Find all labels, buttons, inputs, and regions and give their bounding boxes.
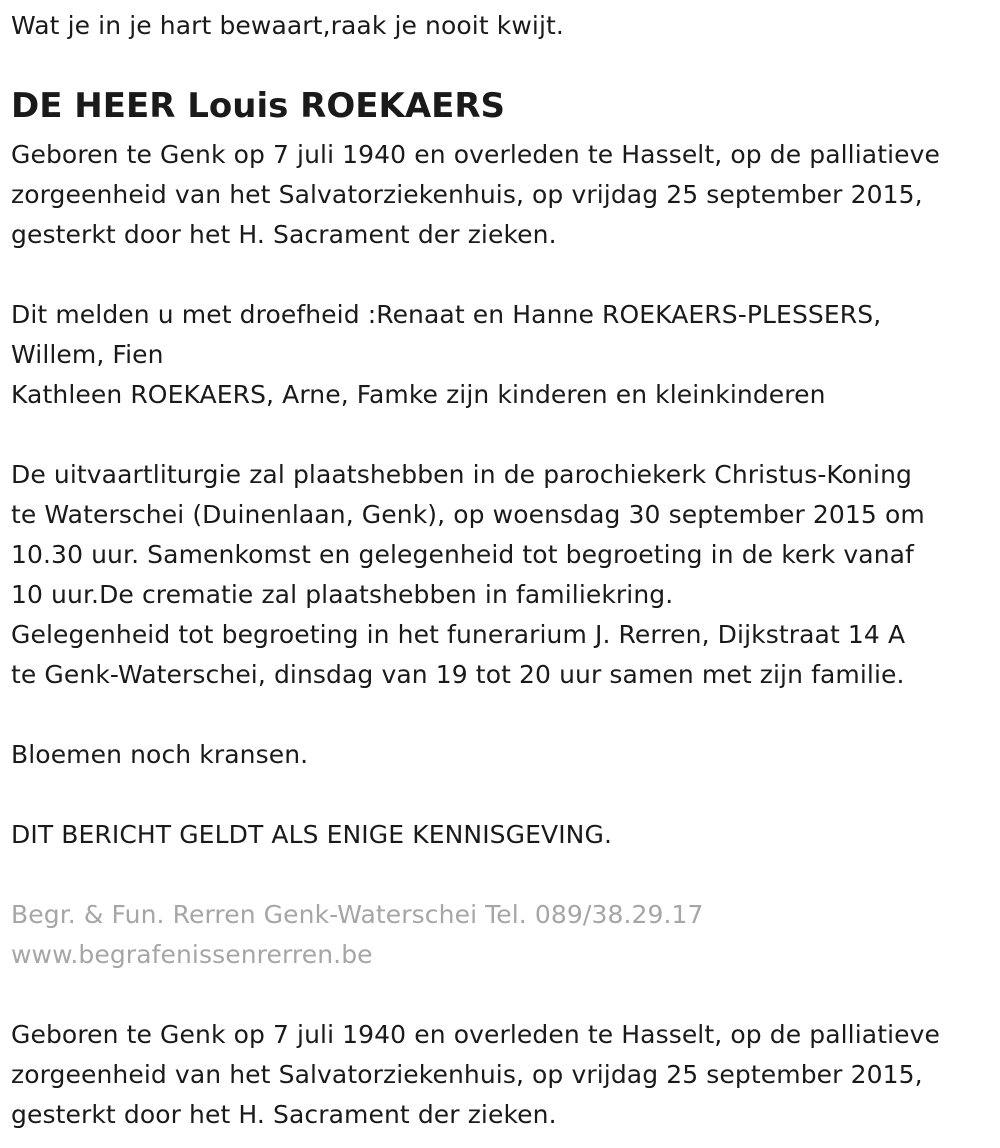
funeral-line: te Genk-Waterschei, dinsdag van 19 tot 20 uur samen met zijn familie. [11,660,905,689]
notice-note: DIT BERICHT GELDT ALS ENIGE KENNISGEVING. [11,820,612,849]
birth-line: Geboren te Genk op 7 juli 1940 en overleden te Hasselt, op de palliatieve [11,140,941,169]
family-line: Kathleen ROEKAERS, Arne, Famke zijn kinderen en kleinkinderen [11,380,826,409]
family-line: Willem, Fien [11,340,164,369]
family-line: Dit melden u met droefheid :Renaat en Hanne ROEKAERS-PLESSERS, [11,300,882,329]
undertaker-website: www.begrafenissenrerren.be [11,940,373,969]
funeral-line: 10 uur.De crematie zal plaatshebben in familiekring. [11,580,674,609]
repeat-line: Geboren te Genk op 7 juli 1940 en overleden te Hasselt, op de palliatieve [11,1020,941,1049]
repeat-line: zorgeenheid van het Salvatorziekenhuis, op vrijdag 25 september 2015, [11,1060,923,1089]
birth-line: gesterkt door het H. Sacrament der zieken. [11,220,557,249]
funeral-line: 10.30 uur. Samenkomst en gelegenheid tot begroeting in de kerk vanaf [11,540,914,569]
flowers-note: Bloemen noch kransen. [11,740,309,769]
funeral-line: Gelegenheid tot begroeting in het funerarium J. Rerren, Dijkstraat 14 A [11,620,906,649]
motto: Wat je in je hart bewaart,raak je nooit kwijt. [11,11,564,40]
birth-line: zorgeenheid van het Salvatorziekenhuis, op vrijdag 25 september 2015, [11,180,923,209]
undertaker-line: Begr. & Fun. Rerren Genk-Waterschei Tel. 089/38.29.17 [11,900,704,929]
funeral-line: De uitvaartliturgie zal plaatshebben in de parochiekerk Christus-Koning [11,460,912,489]
repeat-line: gesterkt door het H. Sacrament der zieken. [11,1100,557,1129]
deceased-name-heading: DE HEER Louis ROEKAERS [11,86,506,126]
funeral-line: te Waterschei (Duinenlaan, Genk), op woensdag 30 september 2015 om [11,500,925,529]
